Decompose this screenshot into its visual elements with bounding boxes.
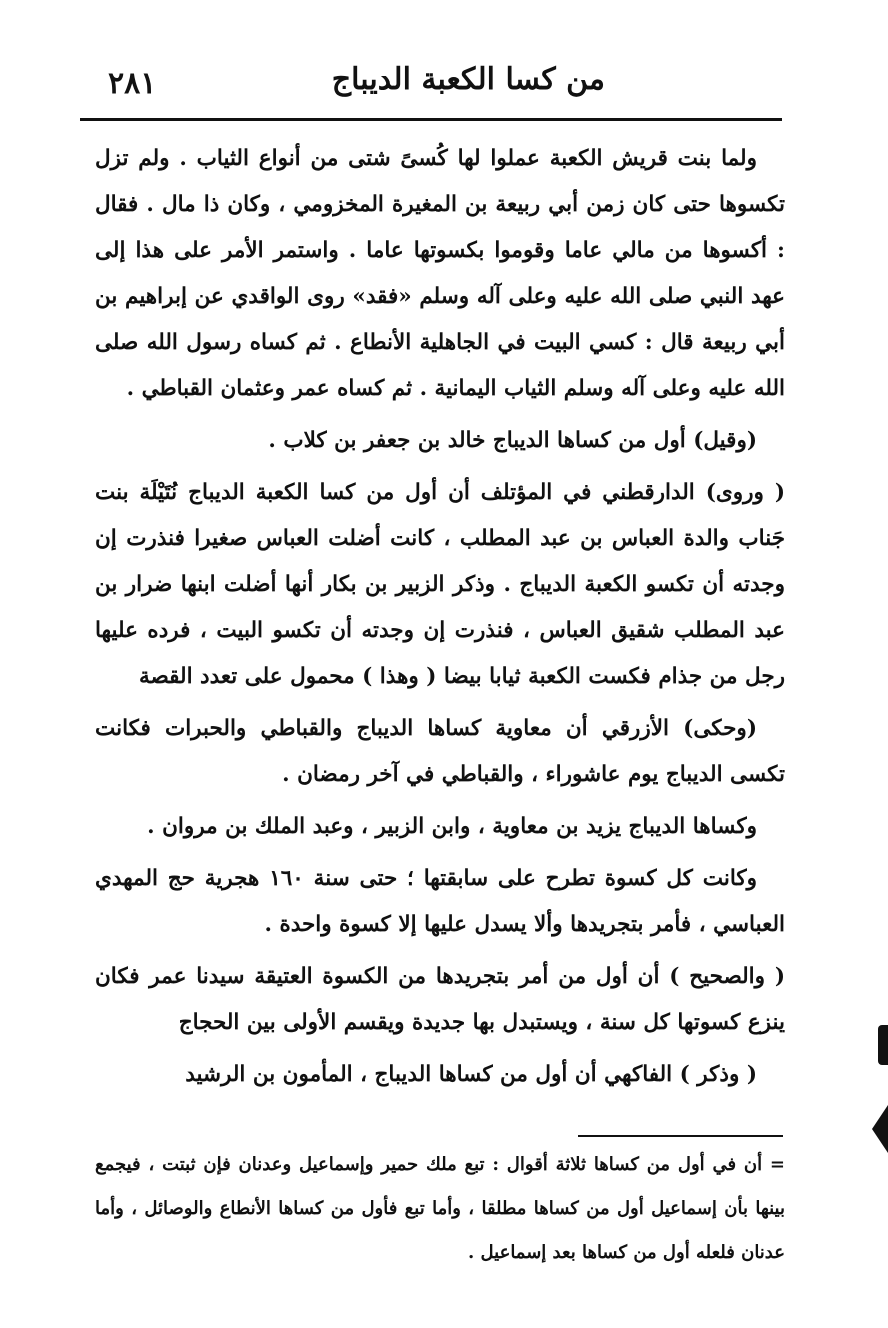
running-title: من كسا الكعبة الديباج	[331, 62, 605, 97]
header-rule	[80, 118, 782, 121]
page-header	[80, 60, 785, 118]
paragraph-kiswa-history: ولما بنت قريش الكعبة عملوا لها كُسىً شتى من أنواع الثياب . ولم تزل تكسوها حتى كان زمن أبي ربيعة بن المغيرة المخزومي ، وكان ذا مال . فقال : أكسوها من مالي عاما وقوموا بكسوتها عاما . واستمر الأمر على هذا إلى عهد النبي صلى الله عليه وعلى آله وسلم «فقد» روى الواقدي عن إبراهيم بن أبي ربيعة قال : كسي البيت في الجاهلية الأنطاع . ثم كساه رسول الله صلى الله عليه وعلى آله وسلم الثياب اليمانية . ثم كساه عمر وعثمان القباطي .	[95, 146, 785, 401]
main-text	[95, 136, 785, 1104]
scan-edge-arrow	[872, 1105, 888, 1153]
scan-edge-mark	[878, 1025, 888, 1065]
page-number: ٢٨١	[108, 66, 157, 101]
footnotes	[95, 1143, 785, 1275]
paragraph-fakihi: ( وذكر ) الفاكهي أن أول من كساها الديباج ، المأمون بن الرشيد	[185, 1062, 757, 1087]
paragraph-khalid-bin-jafar: (وقيل) أول من كساها الديباج خالد بن جعفر بن كلاب .	[268, 428, 757, 453]
paragraph-mahdi: وكانت كل كسوة تطرح على سابقتها ؛ حتى سنة ١٦٠ هجرية حج المهدي العباسي ، فأمر بتجريدها وألا يسدل عليها إلا كسوة واحدة .	[95, 866, 785, 937]
paragraph-yazid: وكساها الديباج يزيد بن معاوية ، وابن الزبير ، وعبد الملك بن مروان .	[147, 814, 757, 839]
paragraph-daraqutni: ( وروى) الدارقطني في المؤتلف أن أول من كسا الكعبة الديباج نُتَيْلَة بنت جَناب والدة العباس بن عبد المطلب ، كانت أضلت العباس صغيرا فنذرت إن وجدته أن تكسو الكعبة الديباج . وذكر الزبير بن بكار أنها أضلت ابنها ضرار بن عبد المطلب شقيق العباس ، فنذرت إن وجدته أن تكسو البيت ، فرده عليها رجل من جذام فكست الكعبة ثيابا بيضا ( وهذا ) محمول على تعدد القصة	[95, 480, 785, 689]
footnote-text: = أن في أول من كساها ثلاثة أقوال : تبع ملك حمير وإسماعيل وعدنان فإن ثبتت ، فيجمع بينها بأن إسماعيل أول من كساها مطلقا ، وأما تبع فأول من كساها الأنطاع والوصائل ، وأما عدنان فلعله أول من كساها بعد إسماعيل .	[95, 1154, 785, 1263]
footnote-rule	[578, 1135, 783, 1137]
paragraph-azraqi: (وحكى) الأزرقي أن معاوية كساها الديباج والقباطي والحبرات فكانت تكسى الديباج يوم عاشوراء ، والقباطي في آخر رمضان .	[95, 716, 785, 787]
paragraph-umar: ( والصحيح ) أن أول من أمر بتجريدها من الكسوة العتيقة سيدنا عمر فكان ينزع كسوتها كل سنة ، ويستبدل بها جديدة ويقسم الأولى بين الحجاج	[95, 964, 785, 1035]
